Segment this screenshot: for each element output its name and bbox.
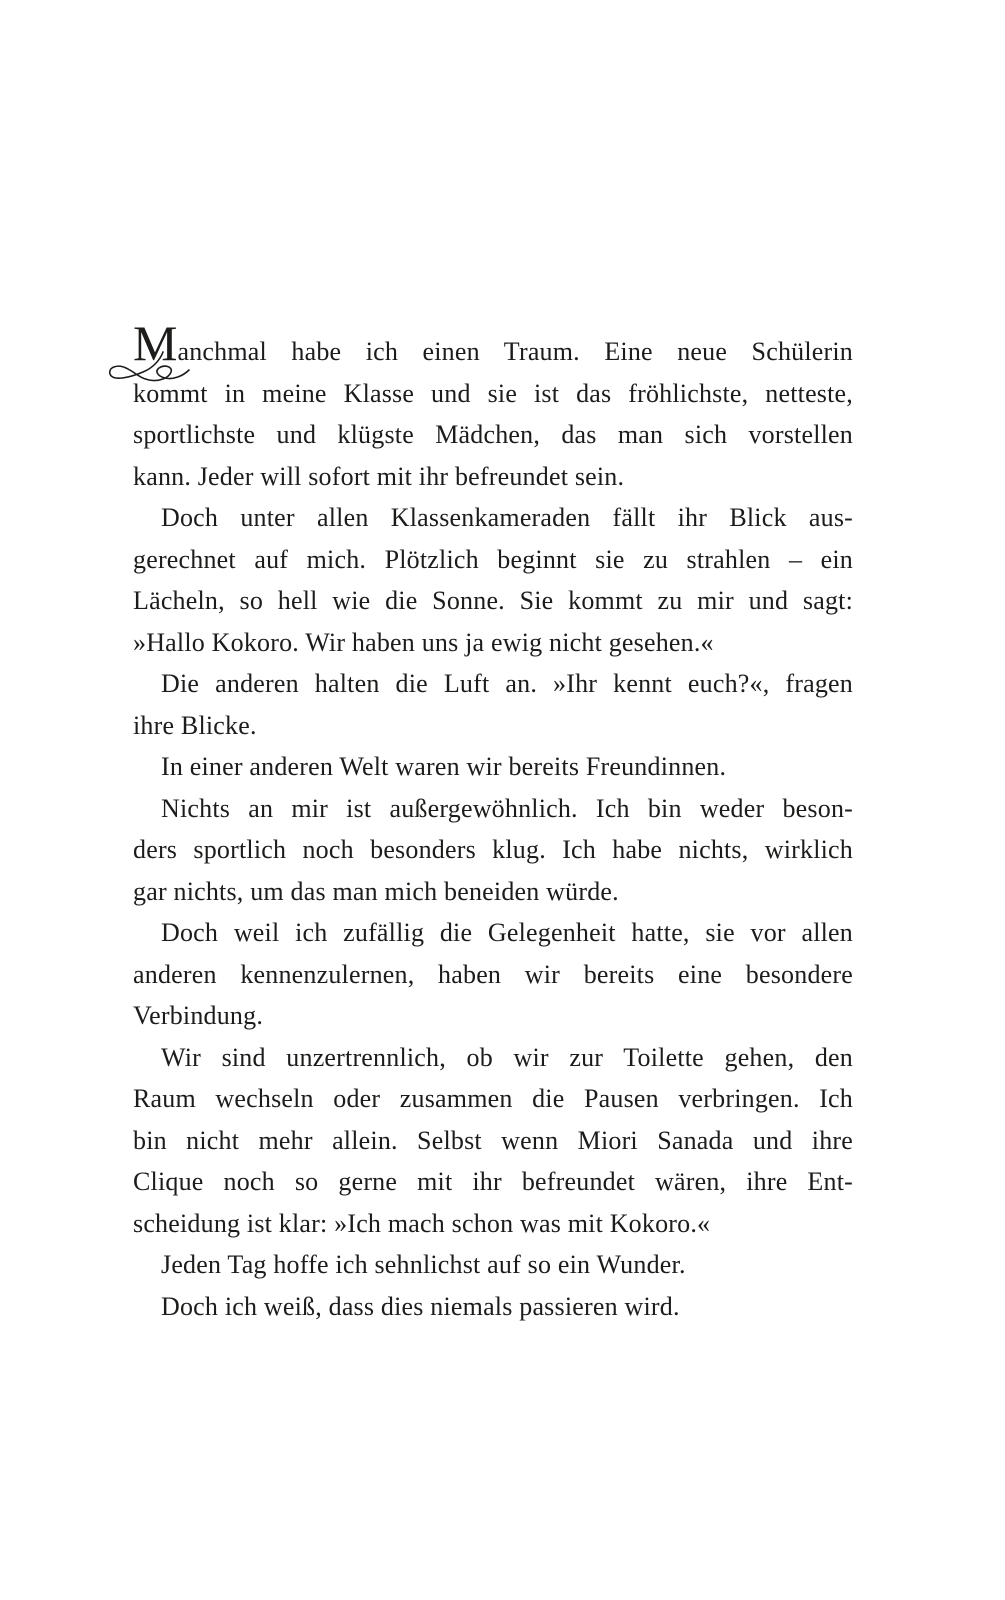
text-line: scheidung ist klar: »Ich mach schon was mit Kokoro.« (133, 1208, 711, 1238)
text-line: Lächeln, so hell wie die Sonne. Sie kommt zu mir und sagt: (133, 586, 853, 615)
text-line: Verbindung. (133, 1001, 264, 1030)
text-line: kommt in meine Klasse und sie ist das fröhlichste, netteste, (133, 378, 853, 408)
text-line: sportlichste und klügste Mädchen, das man sich vorstellen (133, 420, 853, 449)
text-line: »Hallo Kokoro. Wir haben uns ja ewig nicht gesehen.« (133, 627, 714, 657)
text-line: gar nichts, um das man mich beneiden würde. (133, 876, 619, 906)
text-line: Clique noch so gerne mit ihr befreundet wären, ihre Ent- (133, 1167, 853, 1196)
text-line: Doch weil ich zufällig die Gelegenheit hatte, sie vor allen (161, 918, 853, 947)
text-line: anderen kennenzulernen, haben wir bereits eine besondere (133, 959, 853, 989)
text-line: Wir sind unzertrennlich, ob wir zur Toilette gehen, den (161, 1042, 853, 1072)
text-line: Manchmal habe ich einen Traum. Eine neue Schülerin (133, 331, 853, 373)
text-line: gerechnet auf mich. Plötzlich beginnt sie zu strahlen – ein (133, 544, 853, 574)
text-line: Doch ich weiß, dass dies niemals passieren wird. (161, 1291, 680, 1321)
text-line: bin nicht mehr allein. Selbst wenn Miori Sanada und ihre (133, 1125, 853, 1155)
text-line: Nichts an mir ist außergewöhnlich. Ich bin weder beson- (161, 793, 853, 823)
text-line: Doch unter allen Klassenkameraden fällt ihr Blick aus- (161, 503, 853, 532)
drop-cap-initial: M (133, 315, 178, 371)
text-line: Jeden Tag hoffe ich sehnlichst auf so ein Wunder. (161, 1250, 686, 1279)
text-line: Raum wechseln oder zusammen die Pausen verbringen. Ich (133, 1084, 853, 1113)
text-line: Die anderen halten die Luft an. »Ihr kennt euch?«, fragen (161, 669, 853, 698)
page-text-block (133, 315, 853, 1327)
text-line: kann. Jeder will sofort mit ihr befreundet sein. (133, 461, 625, 491)
text-line: In einer anderen Welt waren wir bereits Freundinnen. (161, 752, 727, 781)
text-line: ders sportlich noch besonders klug. Ich habe nichts, wirklich (133, 835, 853, 864)
text-line: ihre Blicke. (133, 710, 257, 740)
